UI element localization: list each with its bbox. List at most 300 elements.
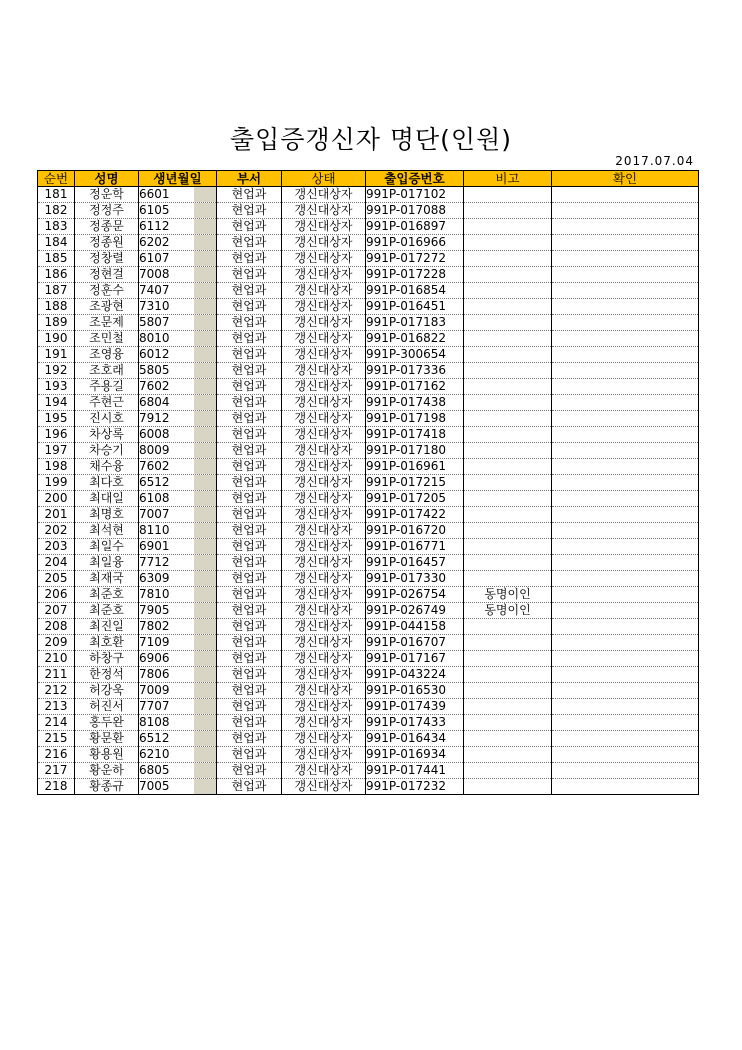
row-birth	[139, 555, 217, 571]
row-note	[464, 571, 552, 587]
row-dept	[217, 603, 282, 619]
row-status-text: 갱신대상자	[294, 379, 353, 393]
row-dept-text: 현업과	[231, 763, 267, 777]
row-code	[366, 779, 464, 795]
row-name-text: 최대일	[89, 491, 124, 505]
row-birth	[139, 571, 217, 587]
row-code-text: 991P-016966	[366, 235, 447, 249]
row-number-text: 204	[44, 555, 68, 569]
row-code	[366, 731, 464, 747]
row-birth	[139, 331, 217, 347]
row-note	[464, 315, 552, 331]
redaction-mask	[194, 731, 217, 746]
row-birth	[139, 411, 217, 427]
row-code	[366, 219, 464, 235]
row-birth	[139, 747, 217, 763]
table-row	[38, 507, 699, 523]
row-status-text: 갱신대상자	[294, 587, 353, 601]
row-name-text: 최준호	[89, 603, 124, 617]
row-birth-text: 5807	[139, 315, 170, 329]
row-status-text: 갱신대상자	[294, 347, 353, 361]
row-dept	[217, 635, 282, 651]
row-number	[38, 635, 75, 651]
row-number	[38, 299, 75, 315]
column-header-birth: 생년월일	[139, 171, 217, 187]
row-code-text: 991P-016771	[366, 539, 447, 553]
row-status-text: 갱신대상자	[294, 683, 353, 697]
row-name	[75, 715, 139, 731]
row-status	[282, 411, 366, 427]
row-name	[75, 731, 139, 747]
row-status-text: 갱신대상자	[294, 363, 353, 377]
row-check	[552, 699, 699, 715]
row-status-text: 갱신대상자	[294, 651, 353, 665]
table-row	[38, 571, 699, 587]
row-code-text: 991P-016530	[366, 683, 447, 697]
row-status	[282, 731, 366, 747]
redaction-mask	[194, 715, 217, 730]
row-number	[38, 267, 75, 283]
row-name-text: 최석현	[89, 523, 124, 537]
table-row	[38, 283, 699, 299]
row-name-text: 정정주	[89, 203, 124, 217]
row-status	[282, 747, 366, 763]
row-name-text: 황종규	[89, 779, 124, 793]
row-status-text: 갱신대상자	[294, 763, 353, 777]
row-status	[282, 443, 366, 459]
row-birth	[139, 395, 217, 411]
row-name	[75, 443, 139, 459]
row-name-text: 진시호	[89, 411, 124, 425]
row-birth	[139, 507, 217, 523]
row-number	[38, 283, 75, 299]
redaction-mask	[194, 699, 217, 714]
row-note	[464, 203, 552, 219]
row-number	[38, 315, 75, 331]
row-birth	[139, 587, 217, 603]
table-row	[38, 203, 699, 219]
row-number-text: 182	[44, 203, 68, 217]
row-birth-text: 7005	[139, 779, 170, 793]
redaction-mask	[194, 747, 217, 762]
row-number	[38, 715, 75, 731]
row-number-text: 212	[44, 683, 68, 697]
row-status	[282, 395, 366, 411]
row-name-text: 정종원	[89, 235, 124, 249]
row-status	[282, 459, 366, 475]
redaction-mask	[194, 651, 217, 666]
row-number-text: 192	[44, 363, 68, 377]
row-number	[38, 219, 75, 235]
row-status-text: 갱신대상자	[294, 219, 353, 233]
table-row	[38, 779, 699, 795]
row-check	[552, 779, 699, 795]
row-status-text: 갱신대상자	[294, 411, 353, 425]
row-status-text: 갱신대상자	[294, 395, 353, 409]
table-row	[38, 299, 699, 315]
row-status-text: 갱신대상자	[294, 235, 353, 249]
row-code	[366, 699, 464, 715]
row-dept-text: 현업과	[231, 667, 267, 681]
redaction-mask	[194, 443, 217, 458]
row-dept-text: 현업과	[231, 715, 267, 729]
table-row	[38, 747, 699, 763]
row-name	[75, 203, 139, 219]
row-birth-text: 8110	[139, 523, 170, 537]
row-status	[282, 267, 366, 283]
row-status	[282, 763, 366, 779]
row-dept-text: 현업과	[231, 299, 267, 313]
table-row	[38, 459, 699, 475]
redaction-mask	[194, 603, 217, 618]
row-check	[552, 299, 699, 315]
document-date: 2017.07.04	[615, 154, 694, 168]
row-birth-text: 6202	[139, 235, 170, 249]
row-name-text: 허진서	[89, 699, 124, 713]
row-number	[38, 187, 75, 203]
row-birth	[139, 347, 217, 363]
redaction-mask	[194, 251, 217, 266]
row-note	[464, 699, 552, 715]
table-row	[38, 475, 699, 491]
row-note	[464, 539, 552, 555]
row-code	[366, 251, 464, 267]
row-code	[366, 203, 464, 219]
row-status	[282, 699, 366, 715]
row-status	[282, 427, 366, 443]
row-birth-text: 7310	[139, 299, 170, 313]
row-code-text: 991P-017418	[366, 427, 447, 441]
row-number	[38, 491, 75, 507]
row-dept-text: 현업과	[231, 379, 267, 393]
table-row	[38, 491, 699, 507]
row-check	[552, 379, 699, 395]
row-name-text: 최호환	[89, 635, 124, 649]
row-birth-text: 8010	[139, 331, 170, 345]
row-code	[366, 523, 464, 539]
row-dept	[217, 379, 282, 395]
row-dept	[217, 491, 282, 507]
row-note	[464, 363, 552, 379]
row-code-text: 991P-017183	[366, 315, 447, 329]
row-dept-text: 현업과	[231, 555, 267, 569]
row-birth	[139, 299, 217, 315]
row-dept-text: 현업과	[231, 203, 267, 217]
row-status-text: 갱신대상자	[294, 491, 353, 505]
row-code	[366, 235, 464, 251]
row-dept	[217, 539, 282, 555]
row-code	[366, 635, 464, 651]
row-note	[464, 715, 552, 731]
row-code	[366, 475, 464, 491]
row-code	[366, 587, 464, 603]
row-number	[38, 507, 75, 523]
row-name	[75, 331, 139, 347]
row-status	[282, 235, 366, 251]
row-note	[464, 507, 552, 523]
row-birth-text: 5805	[139, 363, 170, 377]
row-number	[38, 539, 75, 555]
row-note	[464, 251, 552, 267]
row-name-text: 최진일	[89, 619, 124, 633]
row-code-text: 991P-017232	[366, 779, 447, 793]
row-check	[552, 651, 699, 667]
row-status	[282, 779, 366, 795]
table-row	[38, 235, 699, 251]
row-status-text: 갱신대상자	[294, 571, 353, 585]
row-status-text: 갱신대상자	[294, 603, 353, 617]
row-name-text: 정창렬	[89, 251, 124, 265]
table-row	[38, 427, 699, 443]
row-dept	[217, 699, 282, 715]
row-name	[75, 507, 139, 523]
row-name	[75, 187, 139, 203]
table-row	[38, 187, 699, 203]
redaction-mask	[194, 475, 217, 490]
row-birth-text: 7602	[139, 459, 170, 473]
row-code	[366, 555, 464, 571]
row-number-text: 202	[44, 523, 68, 537]
row-note	[464, 667, 552, 683]
row-name-text: 허강욱	[89, 683, 124, 697]
row-code	[366, 651, 464, 667]
table-row	[38, 267, 699, 283]
row-number	[38, 763, 75, 779]
row-status-text: 갱신대상자	[294, 299, 353, 313]
row-note	[464, 779, 552, 795]
redaction-mask	[194, 667, 217, 682]
row-note	[464, 523, 552, 539]
table-row	[38, 587, 699, 603]
row-code-text: 991P-017336	[366, 363, 447, 377]
row-name-text: 최일수	[89, 539, 124, 553]
row-status-text: 갱신대상자	[294, 507, 353, 521]
row-status	[282, 507, 366, 523]
row-code	[366, 283, 464, 299]
row-birth-text: 6012	[139, 347, 170, 361]
table-row	[38, 411, 699, 427]
table-row	[38, 331, 699, 347]
row-number-text: 190	[44, 331, 68, 345]
row-status-text: 갱신대상자	[294, 555, 353, 569]
redaction-mask	[194, 555, 217, 570]
row-birth	[139, 699, 217, 715]
row-number-text: 186	[44, 267, 68, 281]
row-dept	[217, 267, 282, 283]
row-birth	[139, 267, 217, 283]
row-check	[552, 219, 699, 235]
row-note	[464, 395, 552, 411]
row-code	[366, 267, 464, 283]
row-code-text: 991P-016934	[366, 747, 447, 761]
row-check	[552, 459, 699, 475]
row-dept	[217, 347, 282, 363]
redaction-mask	[194, 203, 217, 218]
row-number	[38, 235, 75, 251]
redaction-mask	[194, 283, 217, 298]
table-row	[38, 363, 699, 379]
row-dept	[217, 363, 282, 379]
row-name	[75, 523, 139, 539]
row-status-text: 갱신대상자	[294, 267, 353, 281]
row-birth-text: 7802	[139, 619, 170, 633]
row-status-text: 갱신대상자	[294, 427, 353, 441]
row-birth	[139, 443, 217, 459]
row-name-text: 차상록	[89, 427, 124, 441]
row-birth-text: 7007	[139, 507, 170, 521]
row-name-text: 최준호	[89, 587, 124, 601]
row-number	[38, 571, 75, 587]
table-row	[38, 523, 699, 539]
row-note	[464, 619, 552, 635]
row-name	[75, 267, 139, 283]
redaction-mask	[194, 619, 217, 634]
row-status	[282, 363, 366, 379]
row-name	[75, 411, 139, 427]
row-note-text: 동명이인	[484, 587, 531, 601]
row-dept	[217, 779, 282, 795]
row-name-text: 조호래	[89, 363, 124, 377]
row-code-text: 991P-044158	[366, 619, 447, 633]
row-birth	[139, 283, 217, 299]
header-row	[38, 171, 699, 187]
table-row	[38, 699, 699, 715]
row-code	[366, 315, 464, 331]
row-number	[38, 699, 75, 715]
row-check	[552, 603, 699, 619]
row-name-text: 최다호	[89, 475, 124, 489]
row-name	[75, 779, 139, 795]
row-dept-text: 현업과	[231, 411, 267, 425]
row-number	[38, 395, 75, 411]
row-birth	[139, 491, 217, 507]
row-number	[38, 619, 75, 635]
redaction-mask	[194, 411, 217, 426]
row-birth	[139, 715, 217, 731]
table-row	[38, 555, 699, 571]
row-dept	[217, 299, 282, 315]
row-birth	[139, 363, 217, 379]
row-status	[282, 635, 366, 651]
row-number-text: 217	[44, 763, 68, 777]
column-header-name: 성명	[75, 171, 139, 187]
row-birth	[139, 523, 217, 539]
row-note	[464, 731, 552, 747]
row-number-text: 218	[44, 779, 68, 793]
row-code	[366, 619, 464, 635]
row-name-text: 한정석	[89, 667, 124, 681]
column-header-status: 상태	[282, 171, 366, 187]
redaction-mask	[194, 571, 217, 586]
row-name-text: 황용원	[89, 747, 124, 761]
row-code-text: 991P-017433	[366, 715, 447, 729]
row-code	[366, 715, 464, 731]
row-code-text: 991P-016720	[366, 523, 447, 537]
row-status	[282, 667, 366, 683]
column-header-code: 출입증번호	[366, 171, 464, 187]
row-note	[464, 379, 552, 395]
row-code-text: 991P-017422	[366, 507, 447, 521]
row-name-text: 최재국	[89, 571, 124, 585]
row-status-text: 갱신대상자	[294, 635, 353, 649]
row-birth-text: 6901	[139, 539, 170, 553]
row-name-text: 주용길	[89, 379, 124, 393]
row-name	[75, 619, 139, 635]
row-note	[464, 347, 552, 363]
row-check	[552, 267, 699, 283]
row-birth-text: 6512	[139, 475, 170, 489]
row-name-text: 조문제	[89, 315, 124, 329]
row-code	[366, 747, 464, 763]
row-dept	[217, 507, 282, 523]
row-status-text: 갱신대상자	[294, 523, 353, 537]
row-code	[366, 395, 464, 411]
row-status-text: 갱신대상자	[294, 699, 353, 713]
row-name-text: 정종문	[89, 219, 124, 233]
row-number-text: 216	[44, 747, 68, 761]
row-code-text: 991P-017205	[366, 491, 447, 505]
row-code	[366, 539, 464, 555]
row-check	[552, 763, 699, 779]
row-name-text: 황운하	[89, 763, 124, 777]
row-name-text: 정운학	[89, 187, 124, 201]
row-name-text: 정현걸	[89, 267, 124, 281]
row-dept-text: 현업과	[231, 475, 267, 489]
row-number-text: 184	[44, 235, 68, 249]
row-dept-text: 현업과	[231, 347, 267, 361]
row-dept	[217, 283, 282, 299]
row-name	[75, 555, 139, 571]
row-check	[552, 347, 699, 363]
row-number	[38, 347, 75, 363]
row-note	[464, 635, 552, 651]
row-number-text: 194	[44, 395, 68, 409]
row-code-text: 991P-017228	[366, 267, 447, 281]
row-dept-text: 현업과	[231, 523, 267, 537]
row-birth-text: 6512	[139, 731, 170, 745]
row-name-text: 홍두완	[89, 715, 124, 729]
row-number	[38, 779, 75, 795]
row-name	[75, 587, 139, 603]
row-dept	[217, 395, 282, 411]
row-number	[38, 331, 75, 347]
row-number-text: 188	[44, 299, 68, 313]
row-number	[38, 411, 75, 427]
row-dept-text: 현업과	[231, 267, 267, 281]
row-dept-text: 현업과	[231, 779, 267, 793]
row-birth	[139, 459, 217, 475]
row-name	[75, 635, 139, 651]
row-name	[75, 571, 139, 587]
row-status	[282, 523, 366, 539]
row-status	[282, 203, 366, 219]
row-number	[38, 203, 75, 219]
row-number	[38, 683, 75, 699]
row-birth-text: 8009	[139, 443, 170, 457]
row-status	[282, 571, 366, 587]
row-check	[552, 427, 699, 443]
row-dept	[217, 331, 282, 347]
row-name	[75, 427, 139, 443]
row-check	[552, 523, 699, 539]
row-status	[282, 683, 366, 699]
row-status	[282, 347, 366, 363]
redaction-mask	[194, 363, 217, 378]
row-status	[282, 715, 366, 731]
column-header-dept: 부서	[217, 171, 282, 187]
row-status	[282, 379, 366, 395]
row-name	[75, 315, 139, 331]
